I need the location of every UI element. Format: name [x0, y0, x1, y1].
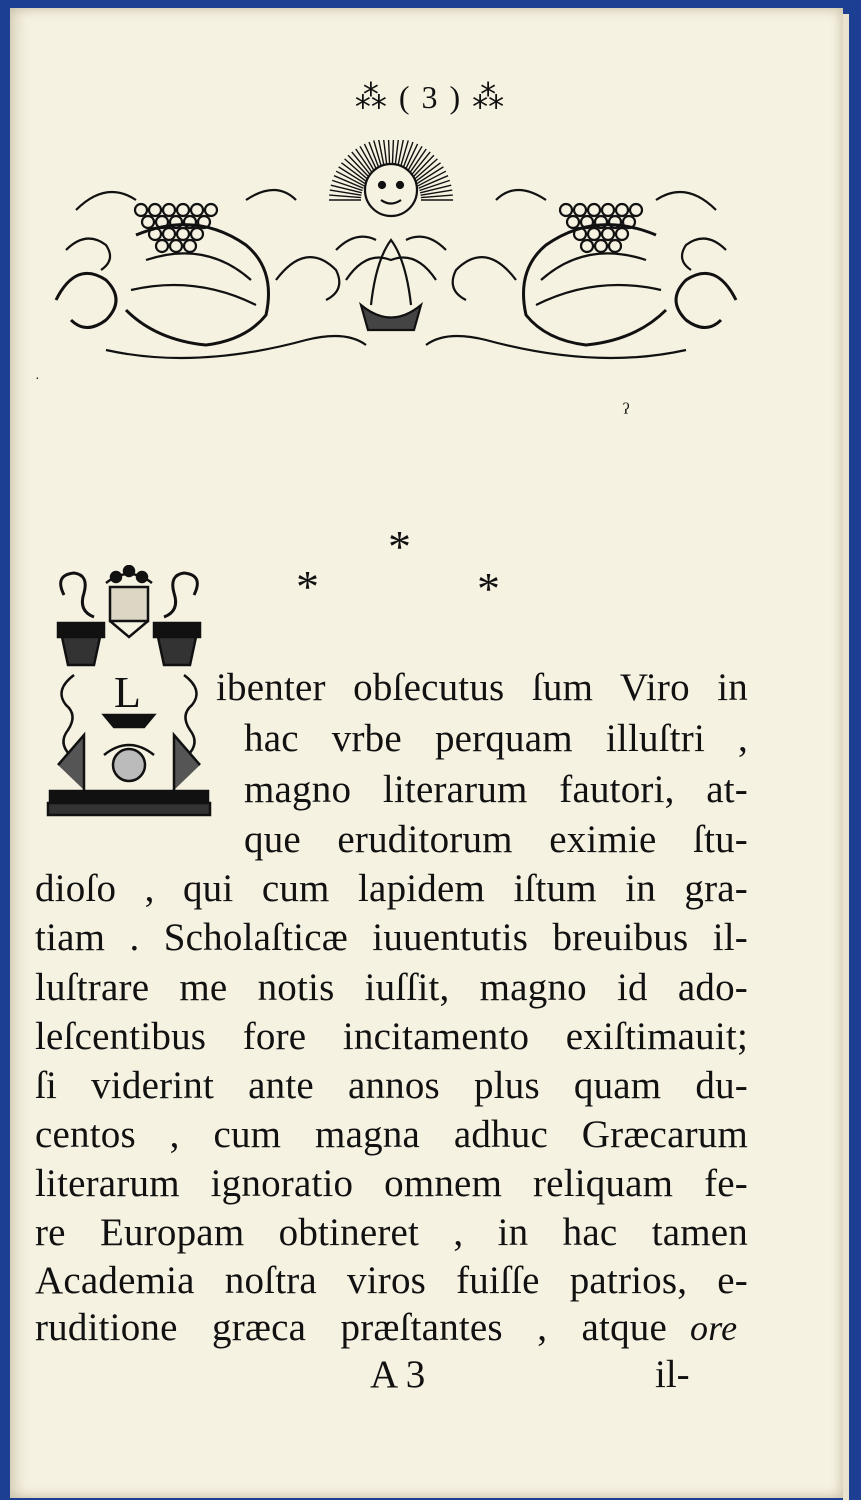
- fruit-ornament: [588, 204, 600, 216]
- fruit-ornament: [177, 204, 189, 216]
- text-line: dioſo , qui cum lapidem iſtum in gra-: [35, 867, 748, 910]
- asterism-star: *: [477, 563, 500, 614]
- fruit-ornament: [616, 204, 628, 216]
- fruit-ornament: [609, 240, 621, 252]
- fruit-ornament: [135, 204, 147, 216]
- text-line: magno literarum fautori, at-: [244, 768, 748, 811]
- speck-mark: ˀ: [623, 398, 630, 427]
- fruit-ornament: [149, 204, 161, 216]
- fruit-ornament: [602, 204, 614, 216]
- text-line: leſcentibus fore incitamento exiſtimauit;: [35, 1015, 748, 1058]
- text-line: que eruditorum eximie ſtu-: [244, 818, 748, 861]
- speck-mark: ·: [35, 372, 40, 387]
- fruit-ornament: [595, 240, 607, 252]
- fruit-ornament: [191, 228, 203, 240]
- text-line: Academia noſtra viros fuiſſe patrios, e-: [35, 1259, 748, 1302]
- fruit-ornament: [184, 240, 196, 252]
- fruit-ornament: [630, 204, 642, 216]
- fruit-ornament: [170, 240, 182, 252]
- fruit-ornament: [142, 216, 154, 228]
- fruit-ornament: [191, 204, 203, 216]
- fruit-ornament: [602, 228, 614, 240]
- fruit-ornament: [567, 216, 579, 228]
- text-line: luſtrare me notis iuſſit, magno id ado-: [35, 966, 748, 1009]
- page-edge: [843, 14, 849, 1500]
- signature-mark: A 3: [370, 1353, 426, 1396]
- running-head: ⁂ ( 3 ) ⁂: [354, 79, 507, 115]
- asterism-star: *: [296, 561, 319, 612]
- text-line: centos , cum magna adhuc Græcarum: [35, 1113, 748, 1156]
- fruit-ornament: [205, 204, 217, 216]
- text-line: tiam . Scholaſticæ iuuentutis breuibus il-: [35, 916, 748, 959]
- fruit-ornament: [581, 240, 593, 252]
- text-line: ſi viderint ante annos plus quam du-: [35, 1064, 748, 1107]
- drop-cap-letter: L: [114, 668, 141, 717]
- text-line: hac vrbe perquam illuſtri ,: [244, 717, 748, 760]
- fruit-ornament: [574, 204, 586, 216]
- sun-ray: [329, 195, 361, 198]
- fruit-ornament: [588, 228, 600, 240]
- text-line: literarum ignoratio omnem reliquam fe-: [35, 1162, 748, 1205]
- fruit-ornament: [163, 228, 175, 240]
- fruit-ornament: [156, 240, 168, 252]
- catchword: il-: [655, 1353, 690, 1396]
- fruit-ornament: [177, 228, 189, 240]
- sun-ray: [421, 195, 453, 198]
- text-line: ibenter obſecutus ſum Viro in: [216, 666, 748, 709]
- fruit-ornament: [560, 204, 572, 216]
- fruit-ornament: [163, 204, 175, 216]
- headpiece-ornament-icon: [46, 140, 746, 380]
- fruit-ornament: [616, 228, 628, 240]
- text-line: re Europam obtineret , in hac tamen: [35, 1211, 748, 1254]
- italic-word: ore: [690, 1308, 738, 1348]
- decorated-initial: [44, 565, 214, 817]
- text-line: ruditione græca præſtantes , atque: [35, 1306, 667, 1349]
- asterism-star: *: [388, 521, 411, 572]
